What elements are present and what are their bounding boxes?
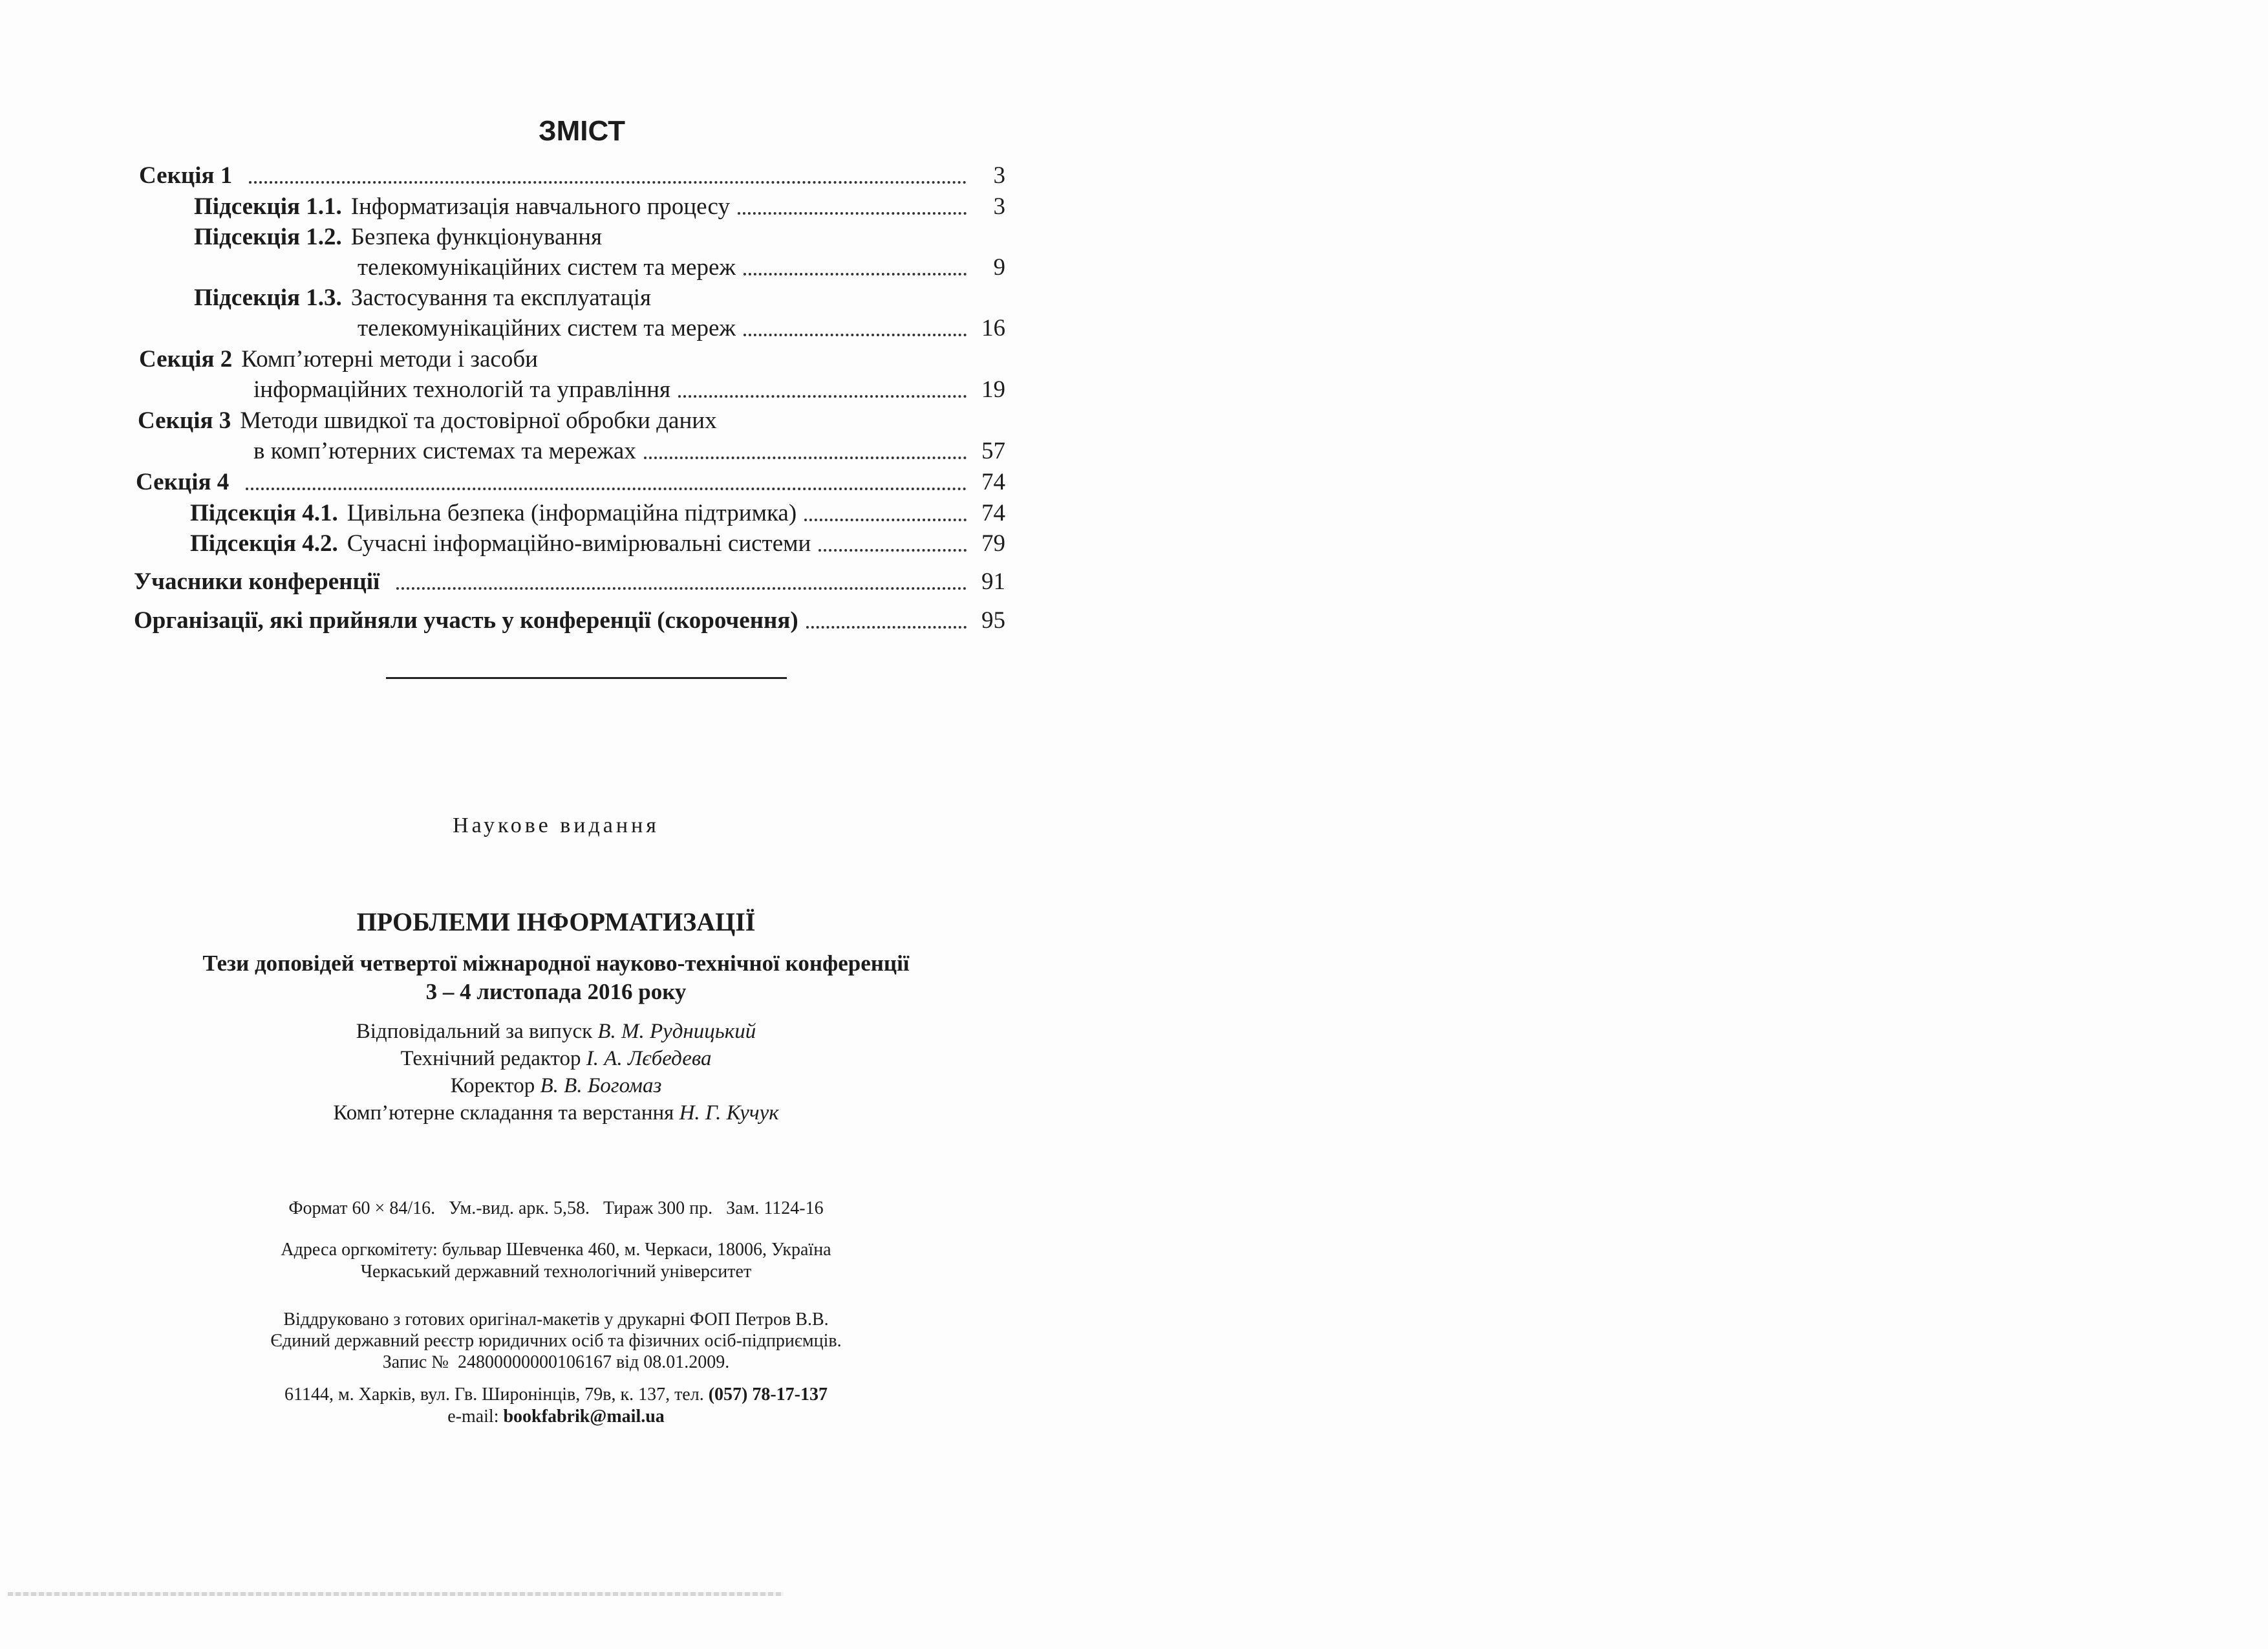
publication-title: ПРОБЛЕМИ ІНФОРМАТИЗАЦІЇ	[356, 907, 756, 936]
toc-entry	[190, 498, 1005, 529]
toc-entry-text: телекомунікаційних систем та мереж	[358, 254, 736, 281]
toc-entry	[134, 605, 1005, 636]
toc-entry-text: Методи швидкої та достовірної обробки даних	[240, 407, 717, 434]
toc-entry-text: інформаційних технологій та управління	[253, 376, 671, 403]
credit-role: Відповідальний за випуск	[356, 1020, 593, 1043]
toc-entry-text: в комп’ютерних системах та мережах	[253, 438, 636, 464]
printer-line: Віддруковано з готових оригінал-макетів у друкарні ФОП Петров В.В.	[283, 1310, 829, 1330]
toc-title: ЗМІСТ	[539, 115, 625, 147]
dot-leader	[818, 549, 967, 552]
toc-entry-page: 74	[981, 500, 1005, 526]
toc-entry-text: Безпека функціонування	[350, 224, 603, 250]
credit-name: В. В. Богомаз	[540, 1074, 662, 1097]
toc-entry	[194, 222, 1005, 253]
credit-name: Н. Г. Кучук	[679, 1101, 779, 1125]
toc-entry-label: Підсекція 4.2.	[190, 530, 338, 557]
toc-entry-label: Підсекція 1.2.	[194, 224, 342, 250]
toc-entry	[134, 566, 1005, 598]
dot-leader	[744, 273, 967, 275]
toc-entry	[139, 344, 1005, 375]
contact-line	[200, 1406, 912, 1427]
credit-role: Технічний редактор	[400, 1047, 581, 1070]
toc-entry-text: Сучасні інформаційно-вимірювальні системи	[347, 530, 811, 557]
format-line: Формат 60 × 84/16. Ум.-вид. арк. 5,58. Тираж 300 пр. Зам. 1124-16	[288, 1198, 824, 1218]
toc-entry-page: 79	[981, 530, 1005, 557]
toc-entry-continuation	[253, 436, 1005, 467]
toc-entry	[194, 191, 1005, 222]
toc-entry-page: 3	[993, 193, 1005, 220]
toc-entry-continuation	[358, 252, 1005, 283]
toc-entry-label: Секція 4	[136, 469, 230, 495]
toc-entry-page: 3	[993, 162, 1005, 189]
toc-entry-text: телекомунікаційних систем та мереж	[358, 315, 736, 341]
dot-leader	[738, 212, 967, 215]
section-divider	[386, 677, 787, 679]
toc-entry	[138, 405, 1005, 436]
conference-dates: 3 – 4 листопада 2016 року	[425, 979, 687, 1004]
credit-line	[200, 1101, 912, 1125]
toc-entry-page: 19	[981, 376, 1005, 403]
dot-leader	[806, 626, 967, 629]
toc-entry-label: Секція 1	[139, 162, 233, 189]
dot-leader	[744, 334, 967, 336]
credit-line	[233, 1047, 879, 1071]
credit-line	[233, 1074, 879, 1098]
address-line: Адреса оргкомітету: бульвар Шевченка 460, м. Черкаси, 18006, Україна	[281, 1240, 831, 1260]
toc-entry-label: Організації, які прийняли участь у конференції (скорочення)	[134, 607, 798, 634]
dot-leader	[678, 395, 967, 398]
publication-subtitle: Тези доповідей четвертої міжнародної науково-технічної конференції	[202, 951, 910, 976]
toc-entry-page: 74	[981, 469, 1005, 495]
credit-role: Коректор	[450, 1074, 535, 1097]
contact-address: 61144, м. Харків, вул. Гв. Широнінців, 79в, к. 137, тел.	[284, 1385, 704, 1405]
contact-email: bookfabrik@mail.ua	[503, 1406, 665, 1427]
dot-leader	[804, 519, 967, 521]
toc-entry	[190, 528, 1005, 559]
printer-line: Запис № 24800000000106167 від 08.01.2009.	[382, 1352, 730, 1372]
toc-entry	[194, 283, 1005, 314]
credit-line	[233, 1020, 879, 1044]
toc-entry-label: Підсекція 1.3.	[194, 285, 342, 311]
address-line: Черкаський державний технологічний університет	[360, 1262, 752, 1282]
toc-entry-label: Підсекція 1.1.	[194, 193, 342, 220]
printer-line: Єдиний державний реєстр юридичних осіб та фізичних осіб-підприємців.	[270, 1331, 842, 1351]
toc-entry-continuation	[358, 313, 1005, 344]
credit-name: В. М. Рудницький	[597, 1020, 756, 1043]
contact-line	[200, 1385, 912, 1405]
toc-entry	[139, 160, 1005, 191]
contact-phone: (057) 78-17-137	[708, 1385, 828, 1405]
dot-leader	[396, 587, 967, 590]
contact-email-label: e-mail:	[447, 1406, 499, 1427]
toc-entry-text: Цивільна безпека (інформаційна підтримка)	[347, 500, 797, 526]
toc-entry	[136, 467, 1005, 498]
toc-entry-text: Застосування та експлуатація	[350, 285, 652, 311]
toc-entry-label: Підсекція 4.1.	[190, 500, 338, 526]
credit-role: Комп’ютерне складання та верстання	[333, 1101, 674, 1125]
toc-entry-text: Інформатизація навчального процесу	[350, 193, 730, 220]
toc-entry-label: Секція 2	[139, 346, 233, 372]
toc-entry-page: 16	[981, 315, 1005, 341]
toc-entry-continuation	[253, 374, 1005, 405]
toc-entry-label: Учасники конференції	[134, 568, 380, 595]
dot-leader	[644, 457, 967, 459]
toc-entry-page: 9	[993, 254, 1005, 281]
toc-entry-page: 57	[981, 438, 1005, 464]
edition-type: Наукове видання	[453, 814, 659, 837]
dot-leader	[246, 488, 967, 490]
scan-edge-artifact	[8, 1592, 784, 1596]
toc-entry-page: 95	[981, 607, 1005, 634]
toc-entry-label: Секція 3	[138, 407, 231, 434]
toc-entry-page: 91	[981, 568, 1005, 595]
credit-name: І. А. Лєбедева	[586, 1047, 712, 1070]
toc-entry-text: Комп’ютерні методи і засоби	[241, 346, 538, 372]
dot-leader	[249, 181, 967, 184]
